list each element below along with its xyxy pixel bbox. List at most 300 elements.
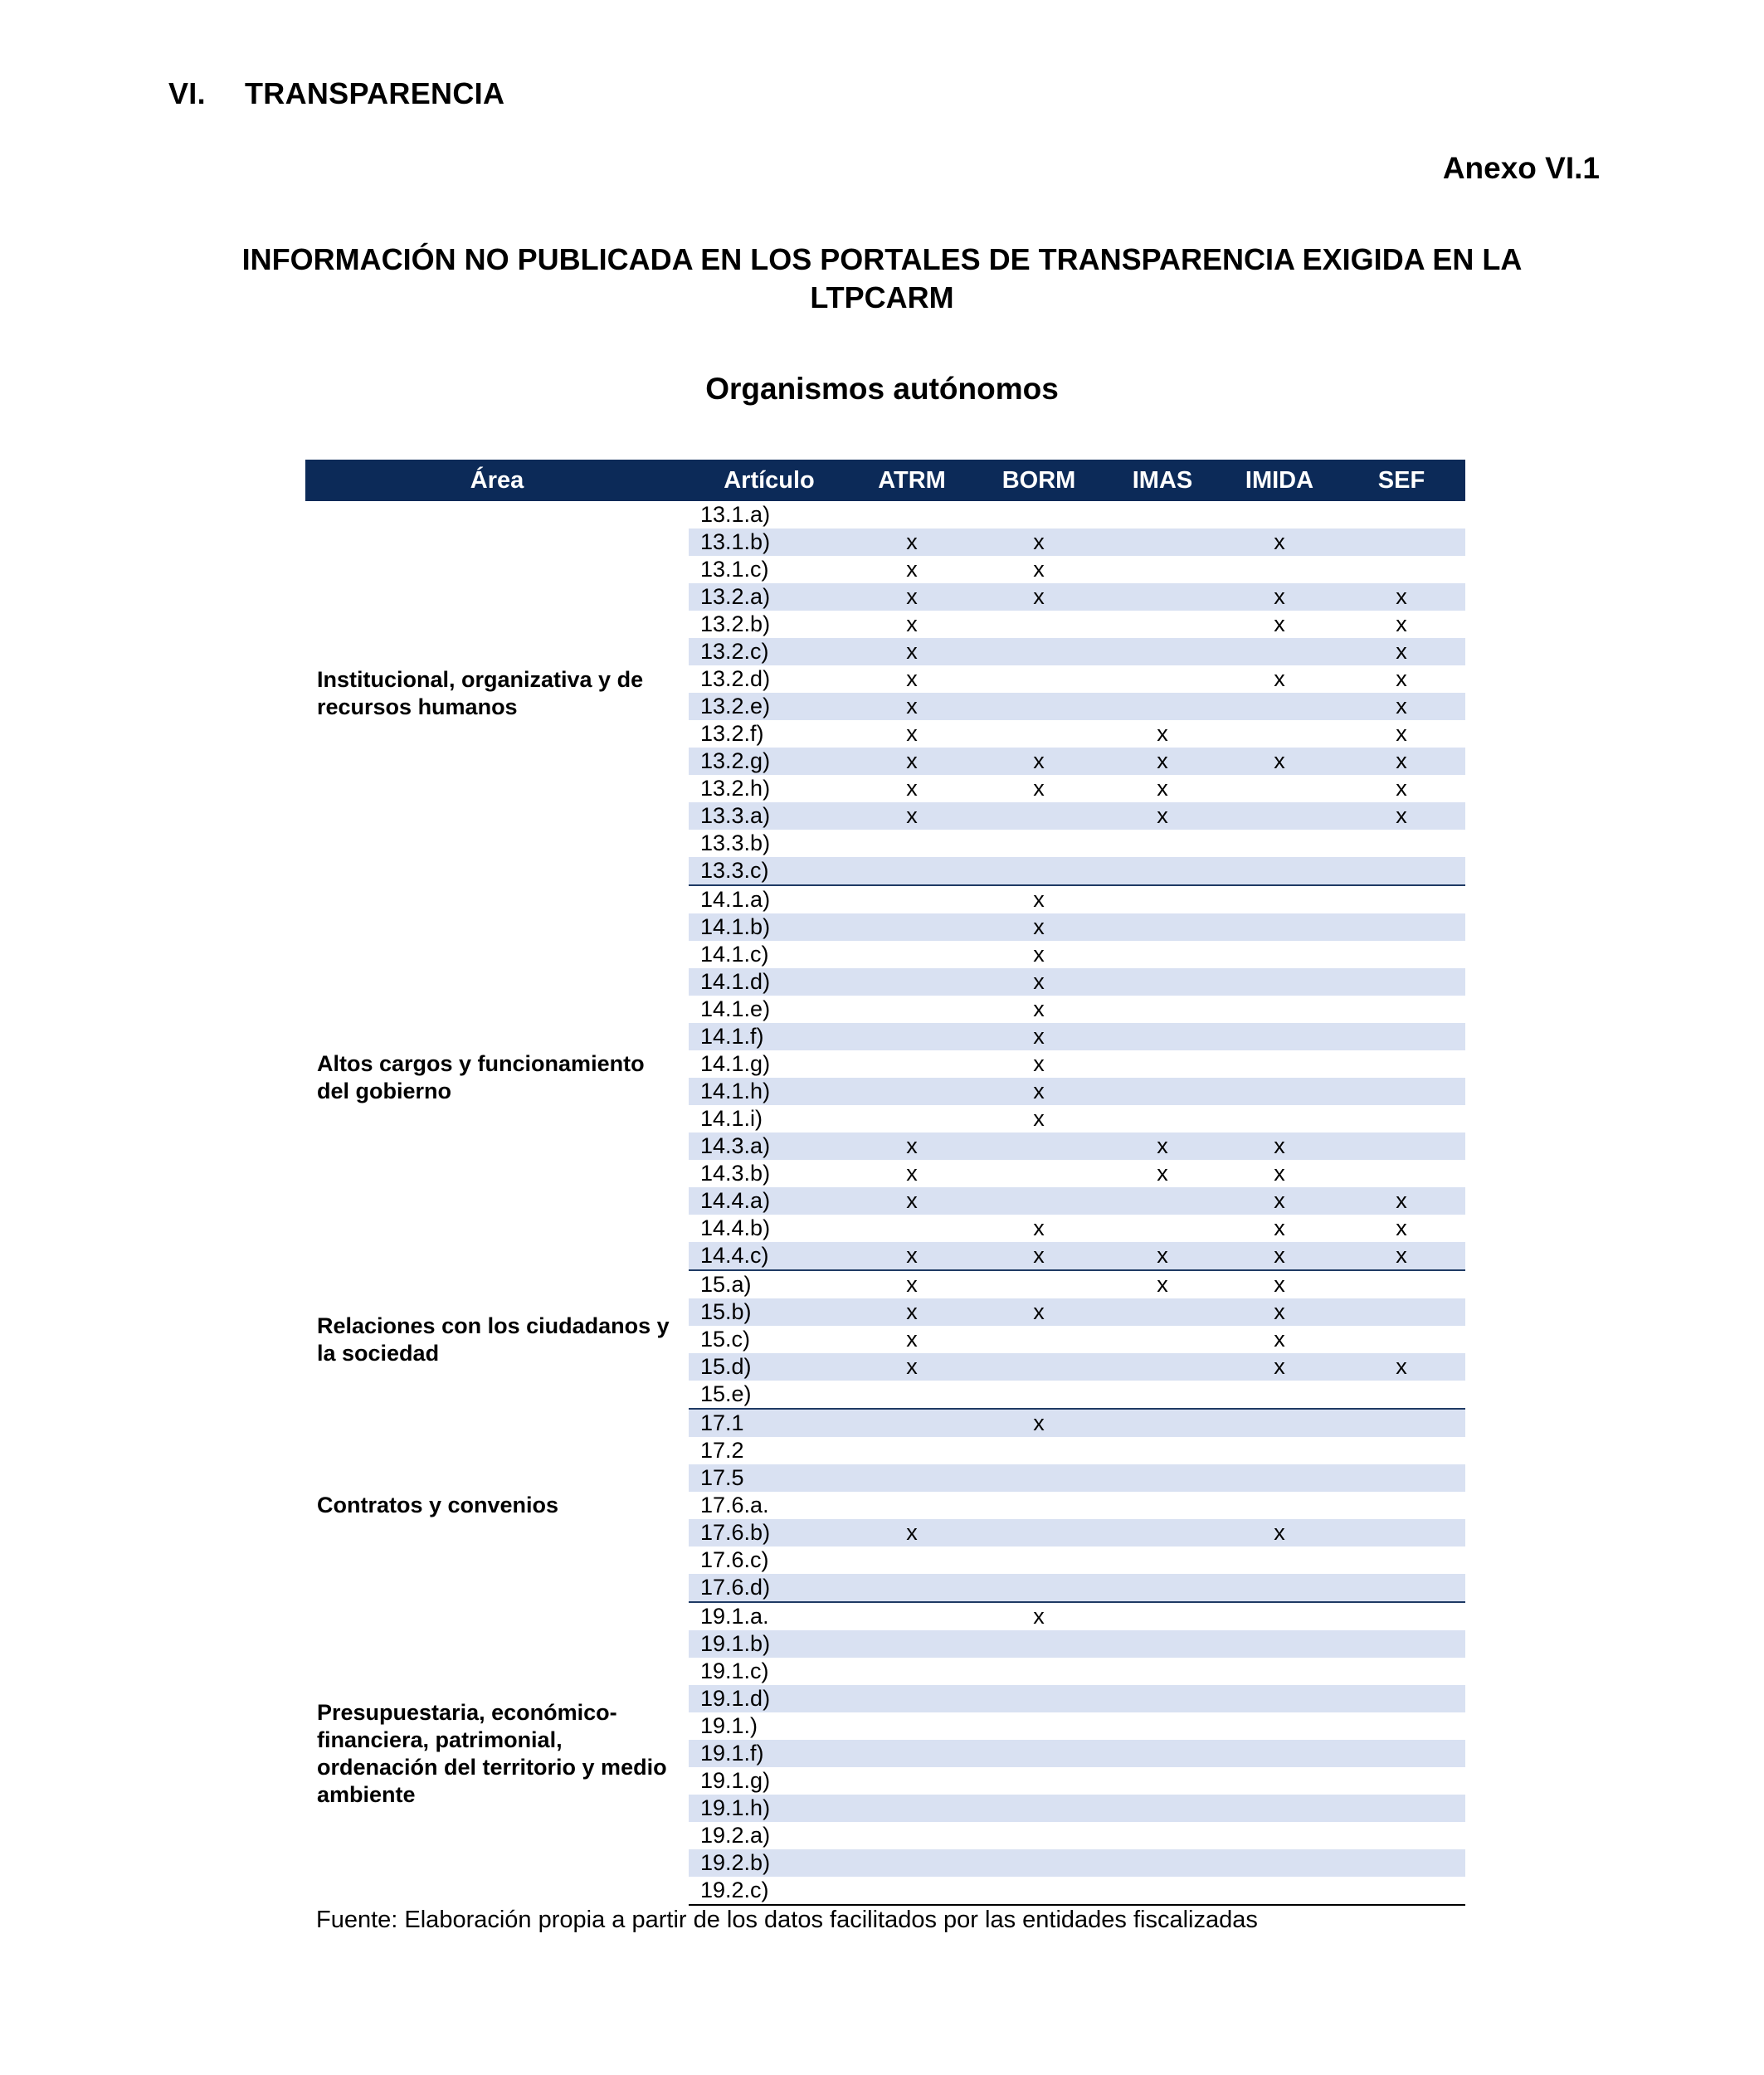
articulo-cell: 14.1.c)	[700, 942, 769, 967]
mark-cell-imas	[1104, 665, 1221, 693]
mark-cell-borm: x	[1033, 1215, 1045, 1240]
mark-cell-atrm	[850, 1547, 974, 1574]
mark-cell-atrm: x	[906, 557, 918, 582]
table-row	[305, 1409, 1465, 1437]
mark-cell-sef	[1338, 1409, 1465, 1437]
mark-cell-imida	[1221, 941, 1338, 968]
mark-cell-atrm	[850, 1602, 974, 1630]
mark-cell-imida	[1221, 1574, 1338, 1602]
articulo-cell: 17.6.b)	[689, 1519, 850, 1547]
mark-cell-atrm	[850, 1023, 974, 1050]
mark-cell-imas	[1104, 996, 1221, 1023]
mark-cell-atrm	[850, 830, 974, 857]
mark-cell-imas	[1104, 913, 1221, 941]
mark-cell-imida	[1221, 1658, 1338, 1685]
articulo-cell: 13.1.c)	[700, 557, 769, 582]
mark-cell-imida: x	[1221, 1298, 1338, 1326]
mark-cell-imida: x	[1221, 528, 1338, 556]
mark-cell-borm	[974, 720, 1104, 748]
mark-cell-sef	[1338, 1547, 1465, 1574]
mark-cell-sef	[1338, 1712, 1465, 1740]
mark-cell-atrm: x	[906, 1327, 918, 1352]
mark-cell-borm: x	[974, 1298, 1104, 1326]
mark-cell-borm	[974, 1630, 1104, 1658]
articulo-cell: 13.1.a)	[700, 502, 771, 527]
mark-cell-atrm	[850, 1712, 974, 1740]
mark-cell-imida	[1221, 885, 1338, 913]
mark-cell-atrm	[850, 1740, 974, 1767]
mark-cell-atrm	[850, 1822, 974, 1849]
articulo-cell: 14.1.b)	[689, 913, 850, 941]
articulo-cell: 13.3.b)	[700, 830, 771, 855]
mark-cell-imida: x	[1221, 1132, 1338, 1160]
mark-cell-borm: x	[1033, 776, 1045, 801]
mark-cell-atrm	[850, 941, 974, 968]
mark-cell-sef	[1338, 1381, 1465, 1409]
area-cell: Contratos y convenios	[305, 1409, 689, 1602]
mark-cell-atrm: x	[850, 1187, 974, 1215]
mark-cell-imas	[1104, 528, 1221, 556]
mark-cell-sef	[1338, 885, 1465, 913]
mark-cell-borm: x	[974, 528, 1104, 556]
mark-cell-borm	[974, 1132, 1104, 1160]
mark-cell-sef: x	[1396, 776, 1407, 801]
header-imida: IMIDA	[1221, 460, 1338, 501]
mark-cell-imida: x	[1221, 1242, 1338, 1270]
mark-cell-imida	[1221, 1877, 1338, 1905]
mark-cell-imas	[1104, 1712, 1221, 1740]
mark-cell-sef: x	[1338, 802, 1465, 830]
articulo-cell: 14.1.h)	[689, 1078, 850, 1105]
mark-cell-imida	[1221, 693, 1338, 720]
mark-cell-atrm: x	[850, 1298, 974, 1326]
mark-cell-atrm: x	[850, 1242, 974, 1270]
mark-cell-sef	[1338, 857, 1465, 885]
mark-cell-imas	[1104, 1685, 1221, 1712]
transparency-table	[305, 460, 1465, 1906]
mark-cell-imas	[1104, 1630, 1221, 1658]
mark-cell-imas	[1104, 885, 1221, 913]
mark-cell-imida	[1221, 1795, 1338, 1822]
mark-cell-imida	[1221, 1050, 1338, 1078]
mark-cell-atrm: x	[850, 638, 974, 665]
articulo-cell: 17.6.d)	[689, 1574, 850, 1602]
mark-cell-imida	[1221, 1409, 1338, 1437]
mark-cell-sef: x	[1338, 638, 1465, 665]
mark-cell-borm	[974, 857, 1104, 885]
mark-cell-imida	[1221, 1822, 1338, 1849]
mark-cell-borm	[974, 1877, 1104, 1905]
area-cell: Altos cargos y funcionamiento del gobierno	[305, 885, 689, 1270]
mark-cell-sef	[1338, 1877, 1465, 1905]
header-articulo: Artículo	[689, 460, 850, 501]
mark-cell-imida	[1221, 1492, 1338, 1519]
mark-cell-imida	[1221, 1849, 1338, 1877]
mark-cell-sef: x	[1396, 611, 1407, 636]
mark-cell-sef	[1338, 1740, 1465, 1767]
mark-cell-atrm	[850, 1849, 974, 1877]
section-heading	[168, 76, 504, 111]
mark-cell-imida: x	[1274, 1272, 1285, 1297]
mark-cell-atrm: x	[850, 748, 974, 775]
mark-cell-sef	[1338, 1574, 1465, 1602]
mark-cell-sef: x	[1338, 583, 1465, 611]
mark-cell-imida	[1221, 802, 1338, 830]
page-subtitle: Organismos autónomos	[705, 372, 1059, 406]
area-cell: Institucional, organizativa y de recursos humanos	[305, 501, 689, 885]
mark-cell-atrm	[850, 885, 974, 913]
articulo-cell: 17.5	[689, 1464, 850, 1492]
mark-cell-imas	[1104, 1105, 1221, 1132]
mark-cell-imida: x	[1221, 1519, 1338, 1547]
mark-cell-atrm	[850, 996, 974, 1023]
articulo-cell: 15.a)	[700, 1272, 752, 1297]
mark-cell-imida	[1221, 501, 1338, 528]
mark-cell-atrm	[850, 857, 974, 885]
mark-cell-borm	[974, 1574, 1104, 1602]
articulo-cell: 19.1.a.	[700, 1604, 769, 1629]
mark-cell-atrm: x	[906, 1272, 918, 1297]
mark-cell-imida	[1221, 1437, 1338, 1464]
mark-cell-imida	[1221, 720, 1338, 748]
mark-cell-atrm	[850, 1409, 974, 1437]
articulo-cell: 19.1.f)	[689, 1740, 850, 1767]
mark-cell-imas	[1104, 1078, 1221, 1105]
articulo-cell: 13.2.b)	[700, 611, 771, 636]
mark-cell-imida	[1221, 1602, 1338, 1630]
mark-cell-imida	[1221, 1685, 1338, 1712]
mark-cell-sef: x	[1396, 666, 1407, 691]
mark-cell-imas	[1104, 1050, 1221, 1078]
mark-cell-imida: x	[1274, 1327, 1285, 1352]
mark-cell-atrm: x	[850, 583, 974, 611]
mark-cell-atrm	[850, 1078, 974, 1105]
mark-cell-imida	[1221, 1767, 1338, 1795]
area-cell: Presupuestaria, económico-financiera, patrimonial, ordenación del territorio y medio ambiente	[305, 1602, 689, 1905]
mark-cell-atrm	[850, 1574, 974, 1602]
mark-cell-borm	[974, 1685, 1104, 1712]
articulo-cell: 13.2.a)	[689, 583, 850, 611]
articulo-cell: 19.2.a)	[700, 1823, 771, 1848]
mark-cell-borm	[974, 1658, 1104, 1685]
mark-cell-imas	[1104, 1740, 1221, 1767]
articulo-cell: 13.2.f)	[700, 721, 764, 746]
articulo-cell: 15.b)	[689, 1298, 850, 1326]
mark-cell-atrm: x	[906, 666, 918, 691]
mark-cell-imas	[1104, 1602, 1221, 1630]
mark-cell-atrm	[850, 913, 974, 941]
articulo-cell: 14.1.a)	[700, 887, 771, 912]
table-row	[305, 501, 1465, 528]
articulo-cell: 13.3.c)	[689, 857, 850, 885]
section-title: TRANSPARENCIA	[245, 76, 505, 110]
mark-cell-sef	[1338, 1298, 1465, 1326]
mark-cell-sef	[1338, 1464, 1465, 1492]
articulo-cell: 14.1.d)	[689, 968, 850, 996]
mark-cell-sef	[1338, 1492, 1465, 1519]
mark-cell-sef	[1338, 1105, 1465, 1132]
articulo-cell: 19.1.)	[700, 1713, 758, 1738]
mark-cell-imas: x	[1104, 1132, 1221, 1160]
mark-cell-imas	[1104, 1381, 1221, 1409]
header-borm: BORM	[974, 460, 1104, 501]
mark-cell-sef	[1338, 1602, 1465, 1630]
mark-cell-atrm	[850, 1492, 974, 1519]
mark-cell-sef	[1338, 1023, 1465, 1050]
mark-cell-imida: x	[1221, 583, 1338, 611]
page-title	[133, 241, 1631, 317]
mark-cell-imas	[1104, 857, 1221, 885]
mark-cell-borm	[974, 1464, 1104, 1492]
mark-cell-atrm: x	[906, 611, 918, 636]
mark-cell-borm	[974, 1187, 1104, 1215]
mark-cell-sef: x	[1338, 693, 1465, 720]
articulo-cell: 17.1	[689, 1409, 850, 1437]
mark-cell-borm	[974, 1160, 1104, 1187]
mark-cell-borm: x	[1033, 887, 1045, 912]
mark-cell-imas	[1104, 1822, 1221, 1849]
mark-cell-atrm	[850, 1630, 974, 1658]
mark-cell-borm	[974, 1353, 1104, 1381]
table-row	[305, 1270, 1465, 1298]
mark-cell-atrm	[850, 1381, 974, 1409]
mark-cell-sef	[1338, 913, 1465, 941]
mark-cell-borm: x	[974, 1242, 1104, 1270]
mark-cell-borm	[974, 1519, 1104, 1547]
articulo-cell: 19.1.d)	[689, 1685, 850, 1712]
mark-cell-borm: x	[1033, 1106, 1045, 1131]
mark-cell-borm	[974, 1326, 1104, 1353]
mark-cell-imida: x	[1274, 666, 1285, 691]
articulo-cell: 14.1.e)	[700, 996, 771, 1021]
mark-cell-sef	[1338, 1658, 1465, 1685]
mark-cell-imas	[1104, 1795, 1221, 1822]
mark-cell-borm: x	[974, 748, 1104, 775]
mark-cell-imas	[1104, 611, 1221, 638]
articulo-cell: 14.3.b)	[700, 1161, 771, 1186]
mark-cell-borm	[974, 802, 1104, 830]
mark-cell-imas	[1104, 1519, 1221, 1547]
mark-cell-imas	[1104, 1187, 1221, 1215]
mark-cell-sef	[1338, 1519, 1465, 1547]
mark-cell-sef	[1338, 1849, 1465, 1877]
mark-cell-sef	[1338, 1767, 1465, 1795]
mark-cell-atrm: x	[850, 1519, 974, 1547]
mark-cell-sef	[1338, 1078, 1465, 1105]
mark-cell-imida	[1221, 1547, 1338, 1574]
mark-cell-sef: x	[1338, 1242, 1465, 1270]
mark-cell-imida	[1221, 1078, 1338, 1105]
mark-cell-borm	[974, 501, 1104, 528]
header-sef: SEF	[1338, 460, 1465, 501]
mark-cell-imida: x	[1274, 1161, 1285, 1186]
table-header-row	[305, 460, 1465, 501]
articulo-cell: 13.2.h)	[700, 776, 771, 801]
mark-cell-sef: x	[1338, 1187, 1465, 1215]
mark-cell-imas	[1104, 1658, 1221, 1685]
mark-cell-imida: x	[1274, 1215, 1285, 1240]
articulo-cell: 14.1.i)	[700, 1106, 763, 1131]
mark-cell-imas	[1104, 1492, 1221, 1519]
mark-cell-imida	[1221, 638, 1338, 665]
articulo-cell: 14.1.g)	[700, 1051, 771, 1076]
mark-cell-imida	[1221, 1630, 1338, 1658]
mark-cell-sef	[1338, 1437, 1465, 1464]
table-row	[305, 885, 1465, 913]
source-note: Fuente: Elaboración propia a partir de los datos facilitados por las entidades fiscalizadas	[316, 1907, 1258, 1933]
mark-cell-imas	[1104, 1215, 1221, 1242]
mark-cell-sef	[1338, 996, 1465, 1023]
mark-cell-borm: x	[1033, 1604, 1045, 1629]
mark-cell-imida	[1221, 913, 1338, 941]
mark-cell-borm: x	[974, 968, 1104, 996]
mark-cell-borm	[974, 638, 1104, 665]
articulo-cell: 13.2.e)	[689, 693, 850, 720]
mark-cell-atrm	[850, 1050, 974, 1078]
mark-cell-sef	[1338, 830, 1465, 857]
mark-cell-imas	[1104, 830, 1221, 857]
mark-cell-borm	[974, 1795, 1104, 1822]
mark-cell-borm	[974, 693, 1104, 720]
mark-cell-imas: x	[1157, 1161, 1168, 1186]
mark-cell-imas	[1104, 583, 1221, 611]
table-row	[305, 1602, 1465, 1630]
mark-cell-imida	[1221, 857, 1338, 885]
mark-cell-atrm	[850, 1437, 974, 1464]
mark-cell-imas: x	[1104, 748, 1221, 775]
mark-cell-sef	[1338, 1326, 1465, 1353]
mark-cell-atrm	[850, 1877, 974, 1905]
mark-cell-atrm: x	[850, 528, 974, 556]
mark-cell-atrm: x	[850, 1353, 974, 1381]
mark-cell-atrm	[850, 1464, 974, 1492]
articulo-cell: 13.2.c)	[689, 638, 850, 665]
mark-cell-imida: x	[1221, 748, 1338, 775]
articulo-cell: 19.1.c)	[700, 1659, 769, 1683]
mark-cell-imida: x	[1221, 1187, 1338, 1215]
mark-cell-imas	[1104, 1767, 1221, 1795]
articulo-cell: 19.2.b)	[689, 1849, 850, 1877]
mark-cell-borm	[974, 1740, 1104, 1767]
mark-cell-atrm	[850, 1658, 974, 1685]
articulo-cell: 19.1.b)	[689, 1630, 850, 1658]
articulo-cell: 17.6.a.	[700, 1493, 769, 1517]
mark-cell-atrm: x	[906, 776, 918, 801]
mark-cell-atrm	[850, 1767, 974, 1795]
articulo-cell: 14.4.c)	[689, 1242, 850, 1270]
mark-cell-imas: x	[1157, 721, 1168, 746]
mark-cell-imida	[1221, 1712, 1338, 1740]
mark-cell-sef: x	[1396, 721, 1407, 746]
mark-cell-sef	[1338, 1685, 1465, 1712]
articulo-cell: 15.e)	[689, 1381, 850, 1409]
mark-cell-imida	[1221, 996, 1338, 1023]
mark-cell-atrm: x	[850, 802, 974, 830]
mark-cell-sef	[1338, 1132, 1465, 1160]
mark-cell-sef	[1338, 1160, 1465, 1187]
mark-cell-borm	[974, 1849, 1104, 1877]
articulo-cell: 19.1.g)	[700, 1768, 771, 1793]
table-body	[305, 501, 1465, 1905]
header-area: Área	[305, 460, 689, 501]
header-atrm: ATRM	[850, 460, 974, 501]
mark-cell-atrm	[850, 968, 974, 996]
mark-cell-imas	[1104, 501, 1221, 528]
mark-cell-imas	[1104, 1464, 1221, 1492]
mark-cell-imas	[1104, 1023, 1221, 1050]
mark-cell-borm: x	[974, 913, 1104, 941]
mark-cell-borm: x	[1033, 996, 1045, 1021]
mark-cell-sef	[1338, 1795, 1465, 1822]
mark-cell-borm: x	[974, 1023, 1104, 1050]
mark-cell-borm: x	[974, 583, 1104, 611]
articulo-cell: 17.6.c)	[700, 1547, 769, 1572]
mark-cell-borm	[974, 665, 1104, 693]
mark-cell-borm	[974, 1822, 1104, 1849]
mark-cell-imida	[1221, 830, 1338, 857]
articulo-cell: 14.4.b)	[700, 1215, 771, 1240]
mark-cell-imas	[1104, 1437, 1221, 1464]
mark-cell-sef	[1338, 556, 1465, 583]
area-cell: Relaciones con los ciudadanos y la sociedad	[305, 1270, 689, 1409]
mark-cell-atrm	[850, 1795, 974, 1822]
mark-cell-imas	[1104, 693, 1221, 720]
mark-cell-imas	[1104, 1547, 1221, 1574]
mark-cell-sef	[1338, 1630, 1465, 1658]
articulo-cell: 13.2.d)	[700, 666, 771, 691]
mark-cell-imas	[1104, 1849, 1221, 1877]
mark-cell-borm	[974, 1437, 1104, 1464]
mark-cell-borm: x	[1033, 1051, 1045, 1076]
mark-cell-borm: x	[1033, 942, 1045, 967]
mark-cell-imida	[1221, 775, 1338, 802]
mark-cell-sef: x	[1338, 1353, 1465, 1381]
mark-cell-imida	[1221, 1105, 1338, 1132]
mark-cell-imida	[1221, 1023, 1338, 1050]
mark-cell-imas: x	[1104, 1242, 1221, 1270]
mark-cell-sef	[1338, 1822, 1465, 1849]
mark-cell-imas	[1104, 1877, 1221, 1905]
mark-cell-imas	[1104, 1574, 1221, 1602]
mark-cell-imida	[1221, 1381, 1338, 1409]
page-title-line-1: INFORMACIÓN NO PUBLICADA EN LOS PORTALES DE TRANSPARENCIA EXIGIDA EN LA	[241, 242, 1523, 276]
mark-cell-sef: x	[1338, 748, 1465, 775]
articulo-cell: 13.2.g)	[689, 748, 850, 775]
mark-cell-borm	[974, 611, 1104, 638]
articulo-cell: 19.2.c)	[689, 1877, 850, 1905]
header-imas: IMAS	[1104, 460, 1221, 501]
articulo-cell: 13.3.a)	[689, 802, 850, 830]
mark-cell-atrm: x	[906, 1161, 918, 1186]
mark-cell-sef	[1338, 528, 1465, 556]
mark-cell-imas	[1104, 968, 1221, 996]
mark-cell-sef: x	[1396, 1215, 1407, 1240]
mark-cell-imas: x	[1157, 1272, 1168, 1297]
mark-cell-atrm	[850, 1685, 974, 1712]
mark-cell-imas: x	[1157, 776, 1168, 801]
mark-cell-borm	[974, 1547, 1104, 1574]
mark-cell-atrm	[850, 1105, 974, 1132]
mark-cell-sef	[1338, 941, 1465, 968]
page-title-line-2: LTPCARM	[810, 280, 954, 314]
articulo-cell: 14.1.f)	[689, 1023, 850, 1050]
mark-cell-borm	[974, 1492, 1104, 1519]
articulo-cell: 14.4.a)	[689, 1187, 850, 1215]
mark-cell-imas	[1104, 1409, 1221, 1437]
mark-cell-sef	[1338, 1050, 1465, 1078]
articulo-cell: 17.2	[700, 1438, 744, 1463]
mark-cell-borm: x	[1033, 557, 1045, 582]
